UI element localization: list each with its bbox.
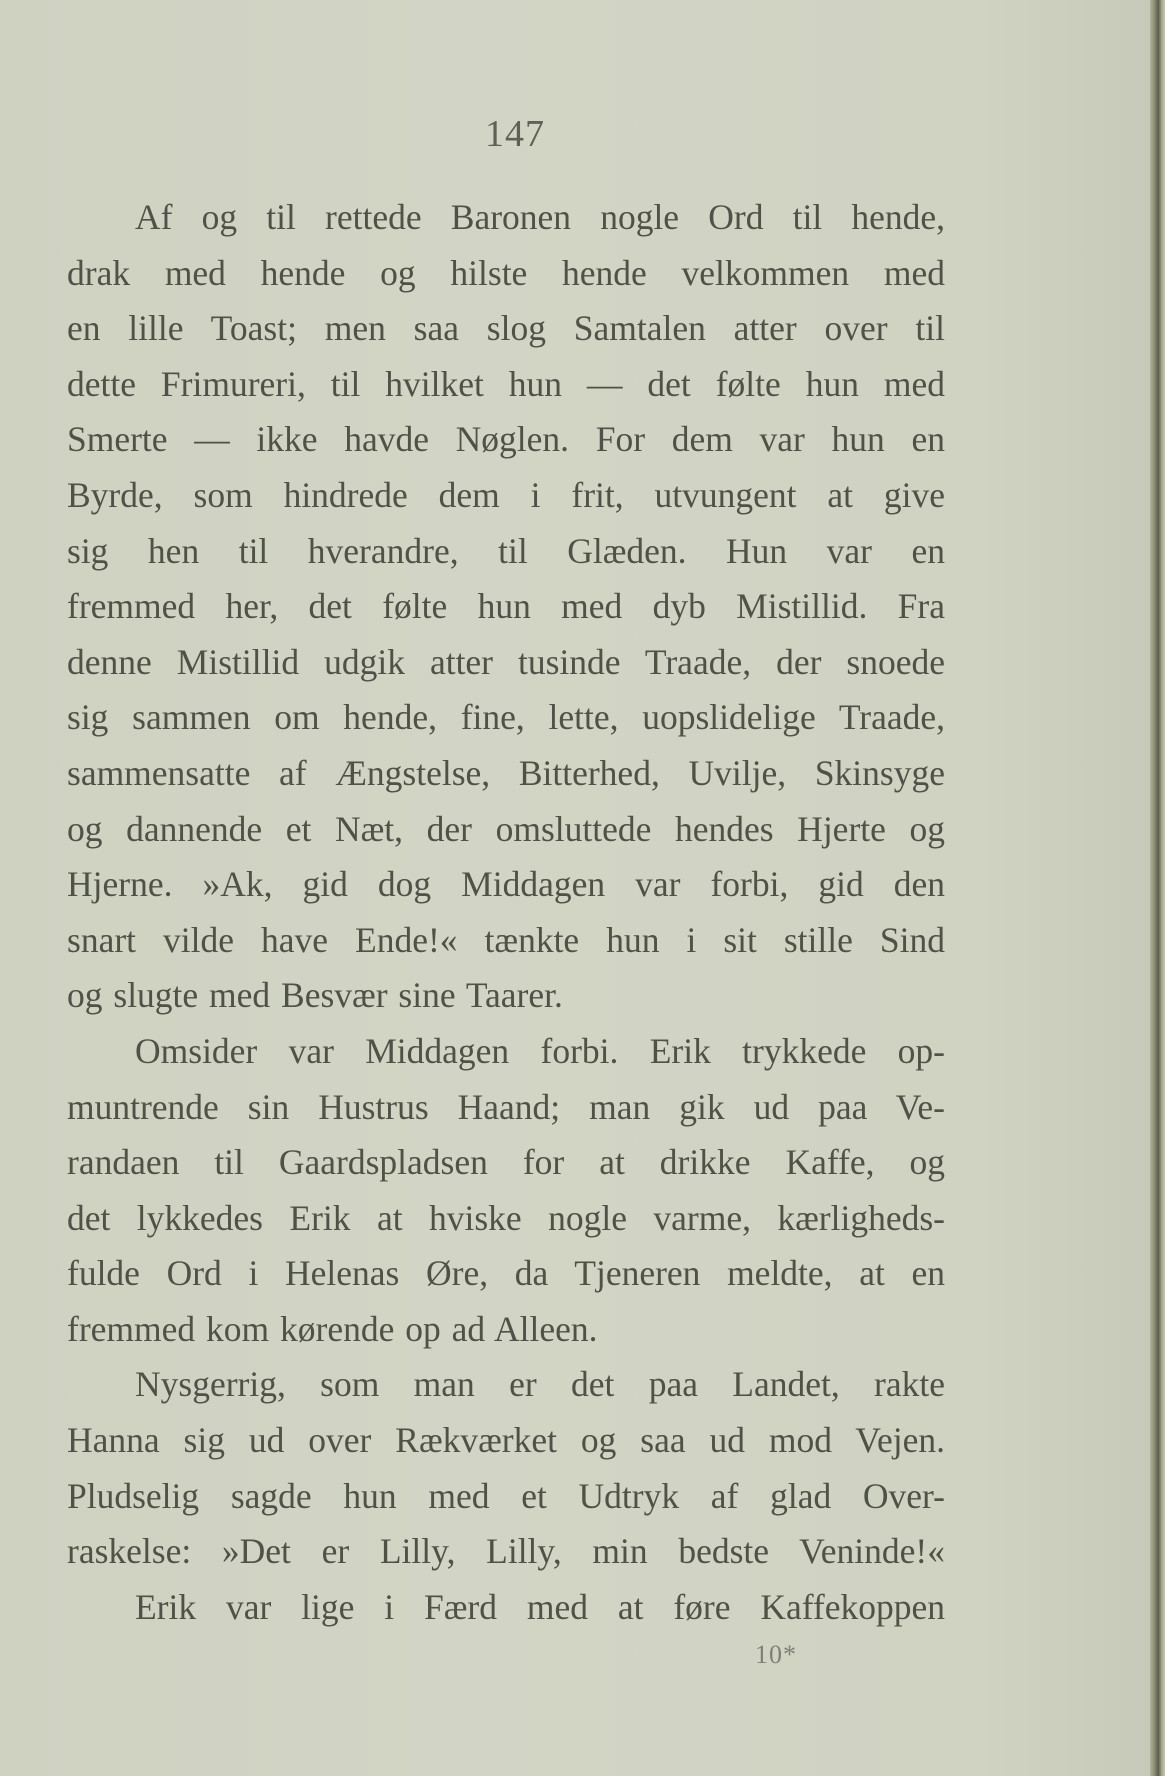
paragraph — [67, 190, 945, 1024]
text-line: Hanna sig ud over Rækværket og saa ud mod Vejen. — [67, 1420, 945, 1461]
text-line: en lille Toast; men saa slog Samtalen atter over til — [67, 308, 945, 349]
text-line: muntrende sin Hustrus Haand; man gik ud paa Ve- — [67, 1086, 945, 1127]
text-line: Pludselig sagde hun med et Udtryk af glad Over- — [67, 1475, 945, 1516]
paragraph — [67, 1024, 945, 1358]
text-line: Nysgerrig, som man er det paa Landet, rakte — [135, 1364, 945, 1405]
text-line: og slugte med Besvær sine Taarer. — [67, 975, 563, 1016]
text-line: det lykkedes Erik at hviske nogle varme, kærligheds- — [67, 1197, 945, 1238]
signature-mark: 10* — [755, 1640, 797, 1669]
text-line: og dannende et Næt, der omsluttede hendes Hjerte og — [67, 808, 945, 849]
text-line: raskelse: »Det er Lilly, Lilly, min bedste Veninde!« — [67, 1531, 945, 1572]
text-line: fulde Ord i Helenas Øre, da Tjeneren meldte, at en — [67, 1253, 945, 1294]
text-line: Omsider var Middagen forbi. Erik trykkede op- — [135, 1030, 945, 1071]
book-spine — [1150, 0, 1165, 1776]
text-line: sig sammen om hende, fine, lette, uopslidelige Traade, — [67, 697, 945, 738]
text-line: dette Frimureri, til hvilket hun — det følte hun med — [67, 363, 945, 404]
text-line: drak med hende og hilste hende velkommen med — [67, 252, 945, 293]
text-line: Hjerne. »Ak, gid dog Middagen var forbi, gid den — [67, 864, 945, 905]
text-line: Erik var lige i Færd med at føre Kaffekoppen — [135, 1586, 945, 1627]
body-text — [67, 190, 945, 1635]
text-line: denne Mistillid udgik atter tusinde Traade, der snoede — [67, 641, 945, 682]
paragraph — [67, 1357, 945, 1579]
text-line: fremmed her, det følte hun med dyb Mistillid. Fra — [67, 586, 945, 627]
text-line: Smerte — ikke havde Nøglen. For dem var hun en — [67, 419, 945, 460]
paragraph — [67, 1580, 945, 1636]
page-number: 147 — [485, 113, 545, 155]
text-line: sig hen til hverandre, til Glæden. Hun var en — [67, 530, 945, 571]
text-line: sammensatte af Ængstelse, Bitterhed, Uvilje, Skinsyge — [67, 752, 945, 793]
text-line: Af og til rettede Baronen nogle Ord til hende, — [135, 197, 945, 237]
text-line: randaen til Gaardspladsen for at drikke Kaffe, og — [67, 1142, 945, 1183]
text-line: snart vilde have Ende!« tænkte hun i sit stille Sind — [67, 919, 945, 960]
text-line: Byrde, som hindrede dem i frit, utvungent at give — [67, 474, 945, 515]
text-line: fremmed kom kørende op ad Alleen. — [67, 1308, 598, 1349]
